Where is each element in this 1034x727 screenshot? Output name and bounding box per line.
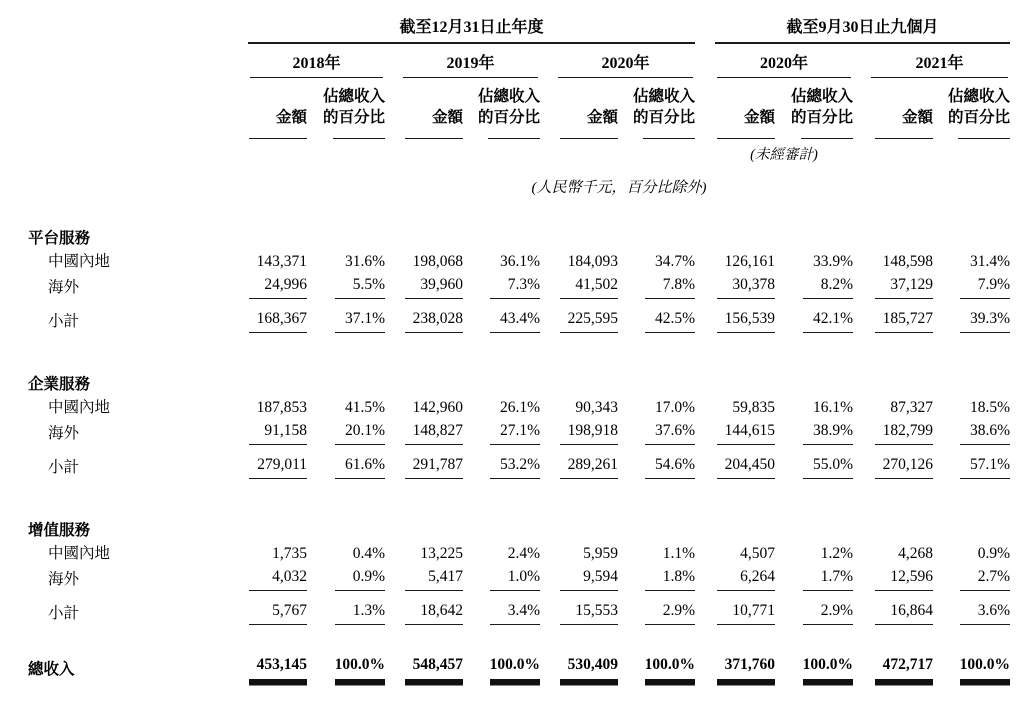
cell-value: 184,093 xyxy=(567,253,618,270)
table-row-overseas xyxy=(0,565,1010,591)
cell-value: 7.3% xyxy=(490,273,540,299)
cell-value: 198,068 xyxy=(412,253,463,270)
cell-value: 39,960 xyxy=(405,273,463,299)
cell-value: 198,918 xyxy=(560,419,618,445)
amount-header: 金額 xyxy=(275,109,307,126)
cell-value: 5,959 xyxy=(583,545,618,562)
table-row-mainland-china xyxy=(0,396,1010,419)
cell-value: 4,507 xyxy=(740,545,776,562)
cell-value: 43.4% xyxy=(490,307,540,333)
header-period-groups xyxy=(0,14,1010,43)
amount-header: 金額 xyxy=(586,109,618,126)
cell-value: 238,028 xyxy=(405,307,463,333)
period-group-nine-months: 截至9月30日止九個月 xyxy=(715,14,1010,43)
cell-value: 3.4% xyxy=(490,599,540,625)
row-label: 總收入 xyxy=(28,661,75,678)
year-2020-9m: 2020年 xyxy=(717,50,851,78)
cell-value: 26.1% xyxy=(499,399,540,416)
cell-value: 472,717 xyxy=(875,653,933,681)
cell-value: 16,864 xyxy=(875,599,933,625)
amount-header: 金額 xyxy=(431,109,463,126)
amount-header: 金額 xyxy=(744,109,776,126)
unaudited-note: (未經審計) xyxy=(750,147,818,163)
row-label: 小計 xyxy=(48,605,80,622)
cell-value: 530,409 xyxy=(560,653,618,681)
year-2020: 2020年 xyxy=(558,50,693,78)
cell-value: 453,145 xyxy=(249,653,307,681)
header-units-row xyxy=(0,164,1010,197)
row-label: 海外 xyxy=(48,279,80,296)
cell-value: 18.5% xyxy=(969,399,1011,416)
cell-value: 100.0% xyxy=(803,653,853,681)
period-group-annual: 截至12月31日止年度 xyxy=(248,14,695,43)
cell-value: 8.2% xyxy=(803,273,853,299)
cell-value: 2.4% xyxy=(507,545,540,562)
table-row-total-revenue xyxy=(0,635,1010,693)
pct-header: 佔總收入 的百分比 xyxy=(633,88,696,126)
cell-value: 148,598 xyxy=(882,253,934,270)
header-years xyxy=(0,43,1010,78)
cell-value: 126,161 xyxy=(724,253,776,270)
cell-value: 38.6% xyxy=(960,419,1010,445)
cell-value: 12,596 xyxy=(875,565,933,591)
section-title-enterprise-services xyxy=(0,343,1010,396)
cell-value: 20.1% xyxy=(335,419,385,445)
cell-value: 36.1% xyxy=(499,253,540,270)
cell-value: 2.7% xyxy=(960,565,1010,591)
cell-value: 7.9% xyxy=(960,273,1010,299)
cell-value: 31.4% xyxy=(969,253,1011,270)
cell-value: 225,595 xyxy=(560,307,618,333)
header-column-titles xyxy=(0,78,1010,128)
header-column-rules xyxy=(0,128,1010,139)
cell-value: 17.0% xyxy=(654,399,696,416)
cell-value: 100.0% xyxy=(335,653,385,681)
row-label: 海外 xyxy=(48,571,80,588)
cell-value: 37.6% xyxy=(645,419,695,445)
cell-value: 1.1% xyxy=(662,545,696,562)
section-title: 企業服務 xyxy=(28,376,91,393)
section-title-platform-services xyxy=(0,197,1010,250)
cell-value: 1.2% xyxy=(820,545,854,562)
cell-value: 148,827 xyxy=(405,419,463,445)
pct-header: 佔總收入 的百分比 xyxy=(948,88,1011,126)
cell-value: 27.1% xyxy=(490,419,540,445)
cell-value: 15,553 xyxy=(560,599,618,625)
section-title: 平台服務 xyxy=(28,230,91,247)
cell-value: 5.5% xyxy=(335,273,385,299)
pct-header: 佔總收入 的百分比 xyxy=(322,88,385,126)
cell-value: 54.6% xyxy=(645,453,695,479)
cell-value: 38.9% xyxy=(803,419,853,445)
cell-value: 100.0% xyxy=(960,653,1010,681)
cell-value: 16.1% xyxy=(812,399,854,416)
cell-value: 0.9% xyxy=(977,545,1011,562)
row-label: 中國內地 xyxy=(48,253,111,270)
revenue-breakdown-table xyxy=(0,14,1010,693)
cell-value: 3.6% xyxy=(960,599,1010,625)
cell-value: 42.1% xyxy=(803,307,853,333)
cell-value: 61.6% xyxy=(335,453,385,479)
table-row-overseas xyxy=(0,419,1010,445)
cell-value: 91,158 xyxy=(249,419,307,445)
cell-value: 2.9% xyxy=(803,599,853,625)
cell-value: 41,502 xyxy=(560,273,618,299)
cell-value: 90,343 xyxy=(575,399,618,416)
cell-value: 270,126 xyxy=(875,453,933,479)
cell-value: 42.5% xyxy=(645,307,695,333)
cell-value: 10,771 xyxy=(717,599,775,625)
cell-value: 168,367 xyxy=(249,307,307,333)
cell-value: 0.9% xyxy=(335,565,385,591)
cell-value: 371,760 xyxy=(717,653,775,681)
table-row-overseas xyxy=(0,273,1010,299)
row-label: 中國內地 xyxy=(48,399,111,416)
section-title-value-added-services xyxy=(0,489,1010,542)
cell-value: 1,735 xyxy=(272,545,307,562)
cell-value: 41.5% xyxy=(344,399,385,416)
cell-value: 185,727 xyxy=(875,307,933,333)
cell-value: 100.0% xyxy=(645,653,695,681)
table-row-mainland-china xyxy=(0,250,1010,273)
cell-value: 0.4% xyxy=(352,545,385,562)
cell-value: 7.8% xyxy=(645,273,695,299)
cell-value: 182,799 xyxy=(875,419,933,445)
cell-value: 34.7% xyxy=(654,253,696,270)
cell-value: 548,457 xyxy=(405,653,463,681)
row-label: 中國內地 xyxy=(48,545,111,562)
cell-value: 24,996 xyxy=(249,273,307,299)
cell-value: 187,853 xyxy=(256,399,307,416)
cell-value: 31.6% xyxy=(344,253,385,270)
table-row-subtotal xyxy=(0,445,1010,489)
table-row-subtotal xyxy=(0,591,1010,635)
year-2019: 2019年 xyxy=(403,50,538,78)
cell-value: 291,787 xyxy=(405,453,463,479)
row-label: 海外 xyxy=(48,425,80,442)
row-label: 小計 xyxy=(48,313,80,330)
cell-value: 37.1% xyxy=(335,307,385,333)
cell-value: 87,327 xyxy=(890,399,934,416)
cell-value: 18,642 xyxy=(405,599,463,625)
cell-value: 279,011 xyxy=(249,453,307,479)
pct-header: 佔總收入 的百分比 xyxy=(791,88,854,126)
cell-value: 1.8% xyxy=(645,565,695,591)
section-title: 增值服務 xyxy=(28,522,91,539)
year-2018: 2018年 xyxy=(250,50,383,78)
cell-value: 204,450 xyxy=(717,453,775,479)
pct-header: 佔總收入 的百分比 xyxy=(477,88,540,126)
cell-value: 4,268 xyxy=(898,545,934,562)
cell-value: 289,261 xyxy=(560,453,618,479)
cell-value: 144,615 xyxy=(717,419,775,445)
cell-value: 5,767 xyxy=(249,599,307,625)
cell-value: 1.7% xyxy=(803,565,853,591)
cell-value: 143,371 xyxy=(256,253,307,270)
cell-value: 1.3% xyxy=(335,599,385,625)
cell-value: 39.3% xyxy=(960,307,1010,333)
cell-value: 30,378 xyxy=(717,273,775,299)
cell-value: 5,417 xyxy=(405,565,463,591)
cell-value: 55.0% xyxy=(803,453,853,479)
units-note: (人民幣千元，百分比除外) xyxy=(531,180,707,196)
cell-value: 142,960 xyxy=(412,399,463,416)
cell-value: 37,129 xyxy=(875,273,933,299)
cell-value: 100.0% xyxy=(490,653,540,681)
cell-value: 13,225 xyxy=(420,545,463,562)
cell-value: 57.1% xyxy=(960,453,1010,479)
year-2021-9m: 2021年 xyxy=(871,50,1008,78)
cell-value: 4,032 xyxy=(249,565,307,591)
cell-value: 33.9% xyxy=(812,253,854,270)
cell-value: 156,539 xyxy=(717,307,775,333)
amount-header: 金額 xyxy=(902,109,934,126)
header-unaudited-row xyxy=(0,139,1010,164)
row-label: 小計 xyxy=(48,459,80,476)
cell-value: 1.0% xyxy=(490,565,540,591)
cell-value: 6,264 xyxy=(717,565,775,591)
cell-value: 59,835 xyxy=(732,399,776,416)
cell-value: 53.2% xyxy=(490,453,540,479)
table-row-mainland-china xyxy=(0,542,1010,565)
cell-value: 9,594 xyxy=(560,565,618,591)
table-row-subtotal xyxy=(0,299,1010,343)
cell-value: 2.9% xyxy=(645,599,695,625)
